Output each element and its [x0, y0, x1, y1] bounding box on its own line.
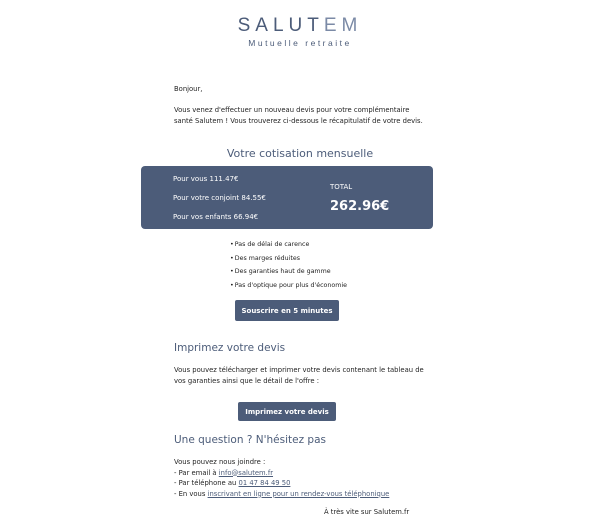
- price-summary-box: [141, 166, 433, 229]
- print-quote-button[interactable]: Imprimez votre devis: [238, 402, 336, 421]
- price-line-self: Pour vous 111.47€: [173, 175, 239, 183]
- email-link[interactable]: info@salutem.fr: [218, 468, 274, 477]
- cotisation-title: Votre cotisation mensuelle: [226, 147, 374, 160]
- logo-wordmark: SALUTEM: [237, 15, 363, 36]
- salutem-logo: [0, 15, 600, 48]
- contact-intro: Vous pouvez nous joindre :: [174, 458, 266, 466]
- list-item: • Des garanties haut de gamme: [230, 267, 347, 281]
- list-item: • Pas d'optique pour plus d'économie: [230, 281, 347, 295]
- print-text: Vous pouvez télécharger et imprimer votre devis contenant le tableau de vos garanties ainsi que le détail de l'offre :: [174, 366, 424, 385]
- list-item: • Pas de délai de carence: [230, 240, 347, 254]
- benefits-list: [230, 240, 347, 294]
- list-item: • Des marges réduites: [230, 254, 347, 268]
- contact-block: [174, 457, 389, 499]
- contact-email-line: - Par email à info@salutem.fr: [174, 468, 274, 477]
- price-line-spouse: Pour votre conjoint 84.55€: [173, 194, 266, 202]
- phone-link[interactable]: 01 47 84 49 50: [238, 479, 291, 487]
- greeting: Bonjour,: [174, 85, 203, 93]
- contact-phone-line: - Par téléphone au 01 47 84 49 50: [174, 479, 291, 487]
- price-line-children: Pour vos enfants 66.94€: [173, 213, 259, 221]
- print-title: Imprimez votre devis: [174, 342, 286, 354]
- signoff: À très vite sur Salutem.fr: [324, 508, 410, 516]
- subscribe-button[interactable]: Souscrire en 5 minutes: [235, 300, 339, 321]
- rdv-link[interactable]: inscrivant en ligne pour un rendez-vous téléphonique: [207, 489, 390, 498]
- total-label: TOTAL: [330, 183, 353, 191]
- contact-rdv-line: - En vous inscrivant en ligne pour un rendez-vous téléphonique: [174, 489, 390, 498]
- intro-text: Vous venez d'effectuer un nouveau devis pour votre complémentaire santé Salutem ! Vous trouverez ci-dessous le récapitulatif de votre devis.: [174, 106, 423, 125]
- total-value: 262.96€: [330, 199, 390, 214]
- question-title: Une question ? N'hésitez pas: [174, 434, 326, 446]
- logo-tagline: Mutuelle retraite: [248, 38, 352, 48]
